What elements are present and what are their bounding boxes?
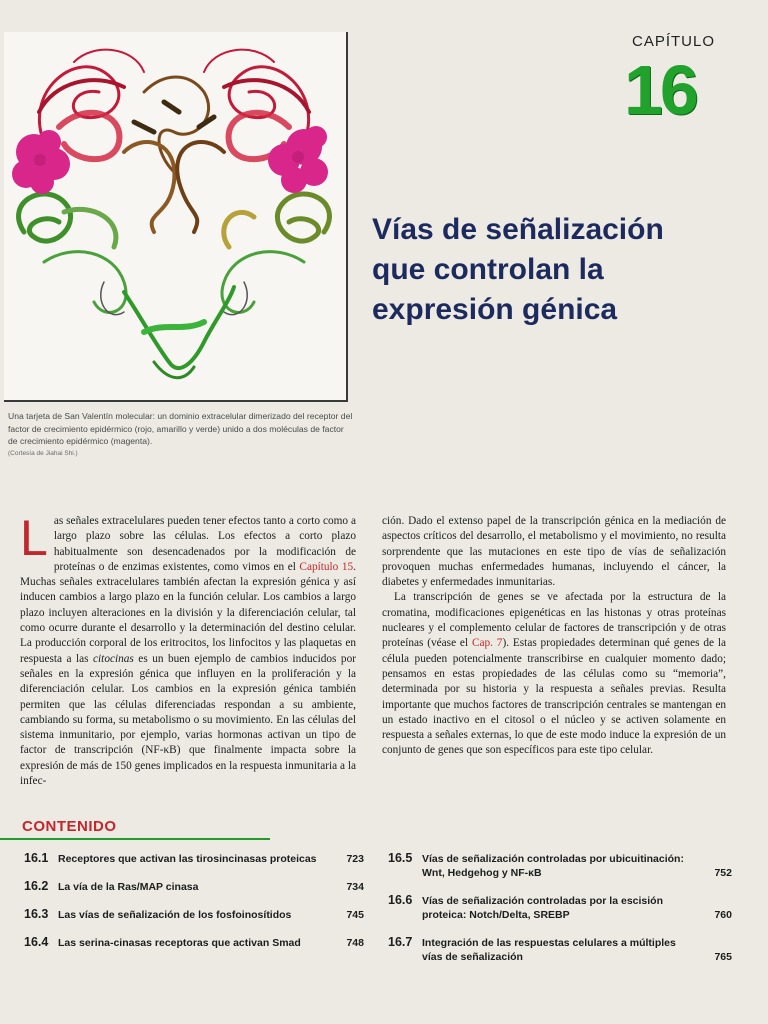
body-column-right <box>382 514 726 759</box>
contents-item[interactable] <box>388 852 732 880</box>
body-column-left <box>20 510 356 789</box>
section-title: Las serina-cinasas receptoras que activan Smad <box>58 937 301 949</box>
chapter-title <box>372 210 712 330</box>
contents-item[interactable] <box>24 936 364 950</box>
chapter-reference-link[interactable]: Capítulo 15 <box>299 560 354 573</box>
title-line-2: que controlan la <box>372 253 604 286</box>
section-number: 16.3 <box>24 907 49 921</box>
section-title: La vía de la Ras/MAP cinasa <box>58 881 199 893</box>
section-number: 16.5 <box>388 851 413 865</box>
page-number: 745 <box>346 909 364 921</box>
page-number: 734 <box>346 881 364 893</box>
emphasis-term: citocinas <box>93 652 134 665</box>
body-text: es un buen ejemplo de cambios inducidos por señales en la expresión génica que influyen en la proliferación y la diferenciación celular. Los cambios en la expresión génica también permiten que las células diferenciadas respondan a su ambiente, cambiando su forma, su metabolismo o su movimiento. En las células del sistema inmunitario, por ejemplo, varias hormonas activan un tipo de factor de transcripción (NF-κB) que finalmente impacta sobre la expresión de más de 150 genes implicados en la respuesta inmunitaria a la infec- <box>20 652 356 788</box>
caption-text: Una tarjeta de San Valentín molecular: un dominio extracelular dimerizado del receptor del factor de crecimiento epidérmico (rojo, amarillo y verde) unido a dos moléculas de factor de crecimiento epidérmico (magenta). <box>8 411 353 447</box>
chapter-label: CAPÍTULO <box>632 33 716 50</box>
body-paragraph <box>20 510 356 789</box>
protein-ribbon-illustration <box>4 32 346 400</box>
section-title: Las vías de señalización de los fosfoinosítidos <box>58 909 292 921</box>
page-number: 765 <box>714 951 732 963</box>
contents-heading: CONTENIDO <box>22 818 117 835</box>
section-number: 16.6 <box>388 893 413 907</box>
body-paragraph: ción. Dado el extenso papel de la transcripción génica en la mediación de aspectos críticos del desarrollo, el metabolismo y el movimiento, no resulta sorprendente que las mutaciones en este tipo de vías de señalización provoquen muchas enfermedades humanas, incluyendo el cáncer, la diabetes y enfermedades inmunitarias. <box>382 515 726 589</box>
contents-item[interactable] <box>24 852 364 866</box>
chapter-reference-link[interactable]: Cap. 7 <box>471 637 503 650</box>
section-title: Vías de señalización controladas por ubicuitinación: Wnt, Hedgehog y NF-κB <box>422 853 684 879</box>
contents-divider <box>0 838 270 840</box>
title-line-3: expresión génica <box>372 293 618 326</box>
drop-cap: L <box>20 510 48 566</box>
page-number: 752 <box>714 867 732 879</box>
section-number: 16.2 <box>24 879 49 893</box>
section-number: 16.1 <box>24 851 49 865</box>
section-number: 16.4 <box>24 935 49 949</box>
contents-item[interactable] <box>24 880 364 894</box>
figure-caption <box>8 410 353 460</box>
contents-item[interactable] <box>388 936 732 964</box>
section-title: Receptores que activan las tirosincinasas proteicas <box>58 853 317 865</box>
body-paragraph <box>382 590 726 758</box>
page-number: 760 <box>714 909 732 921</box>
body-text: La transcripción de genes se ve afectada por la estructura de la cromatina, modificaciones epigenéticas en las histonas y otras proteínas nucleares y el complemento celular de factores de transcripción y de otras proteínas (véase el <box>382 591 726 650</box>
section-title: Vías de señalización controladas por la escisión proteica: Notch/Delta, SREBP <box>422 895 664 921</box>
body-text: ). Estas propiedades determinan qué genes de la célula pueden potencialmente transcribirse en cualquier momento dado; pensamos en estas propiedades de las células como su “memoria”, determinada por su historia y la respuesta a señales previas. Resulta importante que muchos factores de transcripción centrales se mantengan en un estado inactivo en el citosol o el núcleo y se activen solamente en respuesta a señales externas, lo que de este modo induce la expresión de un conjunto de genes que son específicos para este tipo celular. <box>382 637 726 757</box>
caption-credit: (Cortesía de Jiahai Shi.) <box>8 449 78 457</box>
page-number: 748 <box>346 937 364 949</box>
contents-item[interactable] <box>24 908 364 922</box>
body-text: as señales extracelulares pueden tener efectos tanto a corto como a largo plazo sobre las células. Los efectos a corto plazo habitualmente son desencadenados por la modificación de proteínas o de enzimas existentes, como vimos en el <box>53 515 356 573</box>
page-number: 723 <box>346 853 364 865</box>
protein-structure-figure <box>4 32 348 402</box>
chapter-number: 16 <box>624 51 696 129</box>
contents-item[interactable] <box>388 894 732 922</box>
contents-list-right <box>388 852 732 978</box>
section-number: 16.7 <box>388 935 413 949</box>
contents-list-left <box>24 852 364 964</box>
section-title: Integración de las respuestas celulares a múltiples vías de señalización <box>422 937 676 963</box>
body-text: . Muchas señales extracelulares también afectan la expresión génica y así inducen cambios a largo plazo en la función celular. Los cambios a largo plazo incluyen alteraciones en la división y la diferenciación celular, tal como ocurre durante el desarrollo y la determinación del destino celular. La producción corporal de los eritrocitos, los linfocitos y las plaquetas en respuesta a las <box>20 560 356 665</box>
title-line-1: Vías de señalización <box>372 213 664 246</box>
